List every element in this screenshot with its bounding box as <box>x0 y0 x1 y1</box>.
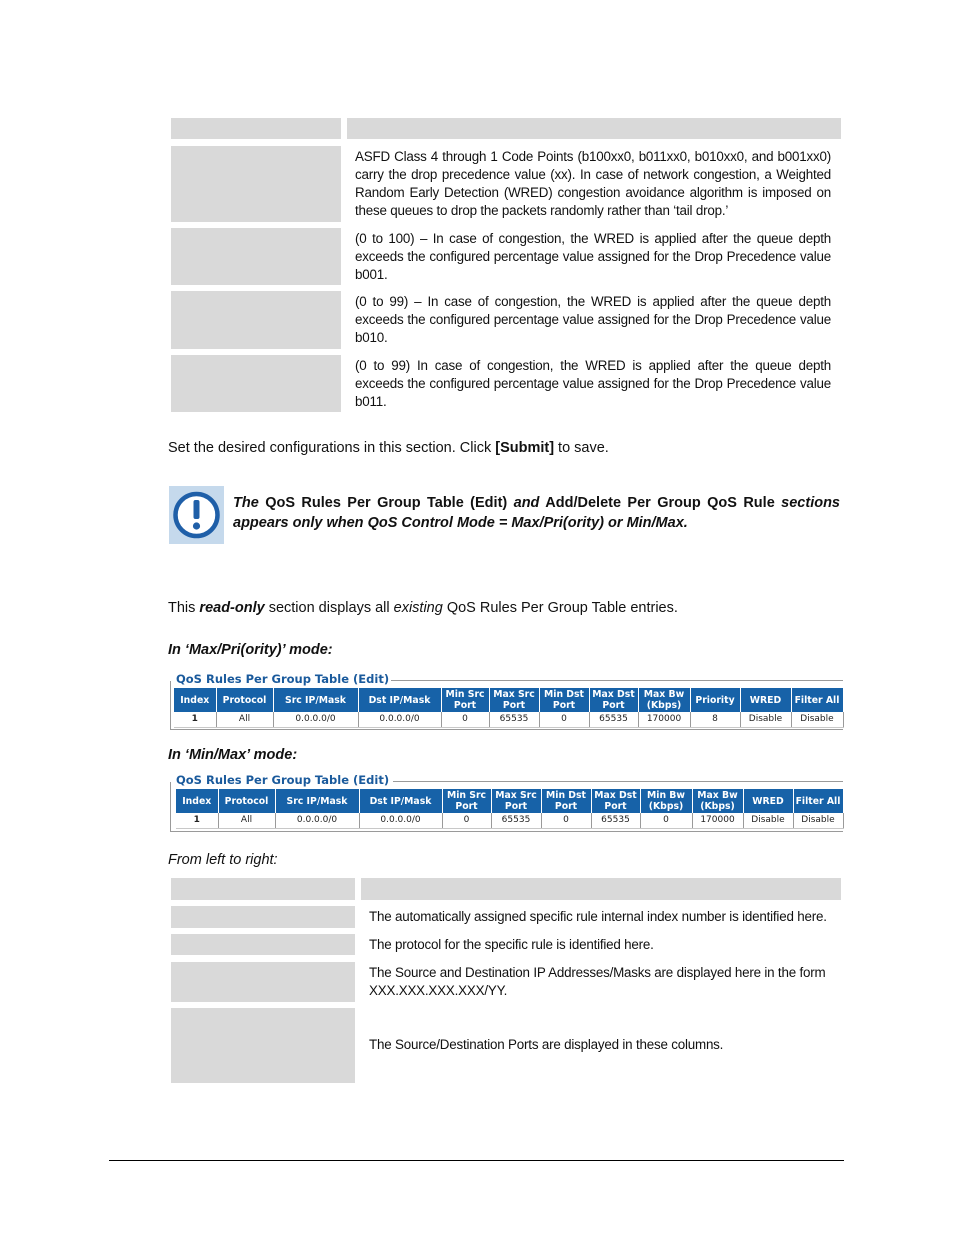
qos-table-max-header-row <box>174 688 843 712</box>
col-header: Dst IP/Mask <box>359 789 442 813</box>
table-cell: 170000 <box>638 712 690 727</box>
qos-table-min-title: QoS Rules Per Group Table (Edit) <box>176 773 390 787</box>
col-header: Dst IP/Mask <box>358 688 441 712</box>
table1-row1-label <box>171 146 341 222</box>
table-cell: Disable <box>740 712 791 727</box>
table-cell: 0 <box>541 813 591 828</box>
table1-header-right <box>347 118 841 139</box>
submit-text-before: Set the desired configurations in this section. Click <box>168 440 496 456</box>
col-header: Protocol <box>218 789 275 813</box>
qos-table-min <box>176 789 844 829</box>
col-header: Protocol <box>216 688 273 712</box>
col-header: Max Bw (Kbps) <box>638 688 690 712</box>
table-cell: 65535 <box>591 813 640 828</box>
qos-table-max <box>174 688 844 728</box>
mode1-label: In ‘Max/Pri(ority)’ mode: <box>168 642 333 658</box>
submit-text-after: to save. <box>554 440 609 456</box>
qos-table-max-frame <box>170 672 843 730</box>
col-header: Max Dst Port <box>591 789 640 813</box>
table2-row2-desc: The protocol for the specific rule is identified here. <box>369 937 654 952</box>
col-header: Max Bw (Kbps) <box>692 789 743 813</box>
table1-row3-desc: (0 to 99) – In case of congestion, the WRED is applied after the queue depth exceeds the configured percentage value assigned for the Drop Precedence value b010. <box>355 294 831 345</box>
table2-row2-label <box>171 934 355 955</box>
readonly-b: read-only <box>199 600 265 616</box>
table-cell: 0 <box>539 712 589 727</box>
table2-row4-label <box>171 1008 355 1083</box>
table-cell: 65535 <box>489 712 539 727</box>
col-header: Min Dst Port <box>539 688 589 712</box>
note-p4: Add/Delete Per Group QoS Rule <box>539 495 782 511</box>
table2-row1-label <box>171 906 355 928</box>
note-p3: and <box>513 495 540 511</box>
table-cell: Disable <box>743 813 793 828</box>
table1-row2-desc: (0 to 100) – In case of congestion, the WRED is applied after the queue depth exceeds the configured percentage value assigned for the Drop Precedence value b001. <box>355 231 831 282</box>
col-header: Src IP/Mask <box>273 688 358 712</box>
table-cell: All <box>218 813 275 828</box>
exclamation-circle-icon <box>169 486 224 544</box>
col-header: Min Bw (Kbps) <box>640 789 692 813</box>
table-cell: 0.0.0.0/0 <box>275 813 359 828</box>
table2-row4-desc: The Source/Destination Ports are displayed in these columns. <box>369 1037 724 1052</box>
table-cell: 8 <box>690 712 740 727</box>
readonly-e: QoS Rules Per Group Table entries. <box>442 600 678 616</box>
table-cell: 1 <box>176 813 218 828</box>
table-cell: 0.0.0.0/0 <box>359 813 442 828</box>
submit-bold: [Submit] <box>495 440 555 456</box>
table2-header-left <box>171 878 355 900</box>
table-cell: 65535 <box>491 813 541 828</box>
table-row[interactable] <box>174 712 843 727</box>
table-cell: 0 <box>441 712 489 727</box>
table1-row4-desc: (0 to 99) In case of congestion, the WRED is applied after the queue depth exceeds the configured percentage value assigned for the Drop Precedence value b011. <box>355 358 831 409</box>
col-header: Max Src Port <box>491 789 541 813</box>
table1-row1-desc: ASFD Class 4 through 1 Code Points (b100xx0, b011xx0, b010xx0, and b001xx0) carry the drop precedence value (xx). In case of network congestion, a Weighted Random Early Detection (WRED) congestion avoidance algorithm is imposed on these queues to drop the packets randomly rather than ‘tail drop.’ <box>355 149 831 218</box>
table-row[interactable] <box>176 813 843 828</box>
table-cell: 0 <box>640 813 692 828</box>
col-header: Index <box>176 789 218 813</box>
col-header: WRED <box>743 789 793 813</box>
table2-header-right <box>361 878 841 900</box>
col-header: Max Src Port <box>489 688 539 712</box>
note-p1: The <box>233 495 259 511</box>
table1-row2-label <box>171 228 341 285</box>
col-header: Index <box>174 688 216 712</box>
table-cell: Disable <box>793 813 843 828</box>
qos-table-max-title: QoS Rules Per Group Table (Edit) <box>176 672 390 686</box>
col-header: Priority <box>690 688 740 712</box>
col-header: Filter All <box>791 688 843 712</box>
table-cell: 0 <box>442 813 491 828</box>
table2-row3-label <box>171 962 355 1002</box>
col-header: Min Dst Port <box>541 789 591 813</box>
table-cell: 0.0.0.0/0 <box>358 712 441 727</box>
col-header: WRED <box>740 688 791 712</box>
col-header: Max Dst Port <box>589 688 638 712</box>
table-cell: 1 <box>174 712 216 727</box>
note-p2: QoS Rules Per Group Table (Edit) <box>258 495 514 511</box>
table1-row3-label <box>171 291 341 349</box>
col-header: Min Src Port <box>441 688 489 712</box>
qos-table-min-header-row <box>176 789 843 813</box>
col-header: Src IP/Mask <box>275 789 359 813</box>
col-header: Filter All <box>793 789 843 813</box>
table1-row4-label <box>171 355 341 412</box>
table2-row3-desc: The Source and Destination IP Addresses/Masks are displayed here in the form XXX.XXX.XXX.XXX/YY. <box>369 965 826 998</box>
footer-rule <box>109 1160 844 1161</box>
table2-row1-desc: The automatically assigned specific rule internal index number is identified here. <box>369 909 827 924</box>
readonly-c: section displays all <box>264 600 394 616</box>
qos-table-min-frame <box>170 773 843 832</box>
mode2-label: In ‘Min/Max’ mode: <box>168 747 298 763</box>
readonly-d: existing <box>393 600 443 616</box>
table-cell: All <box>216 712 273 727</box>
table-cell: 170000 <box>692 813 743 828</box>
note-text <box>233 493 840 533</box>
note-icon-box <box>169 486 224 544</box>
readonly-a: This <box>168 600 200 616</box>
table1-header-left <box>171 118 341 139</box>
ltr-label: From left to right: <box>168 852 278 868</box>
table-cell: Disable <box>791 712 843 727</box>
note-p5: sections appears only when QoS Control Mode = Max/Pri(ority) or Min/Max. <box>233 495 841 531</box>
table-cell: 0.0.0.0/0 <box>273 712 358 727</box>
col-header: Min Src Port <box>442 789 491 813</box>
submit-instruction <box>168 440 609 456</box>
readonly-description <box>168 600 678 616</box>
table-cell: 65535 <box>589 712 638 727</box>
